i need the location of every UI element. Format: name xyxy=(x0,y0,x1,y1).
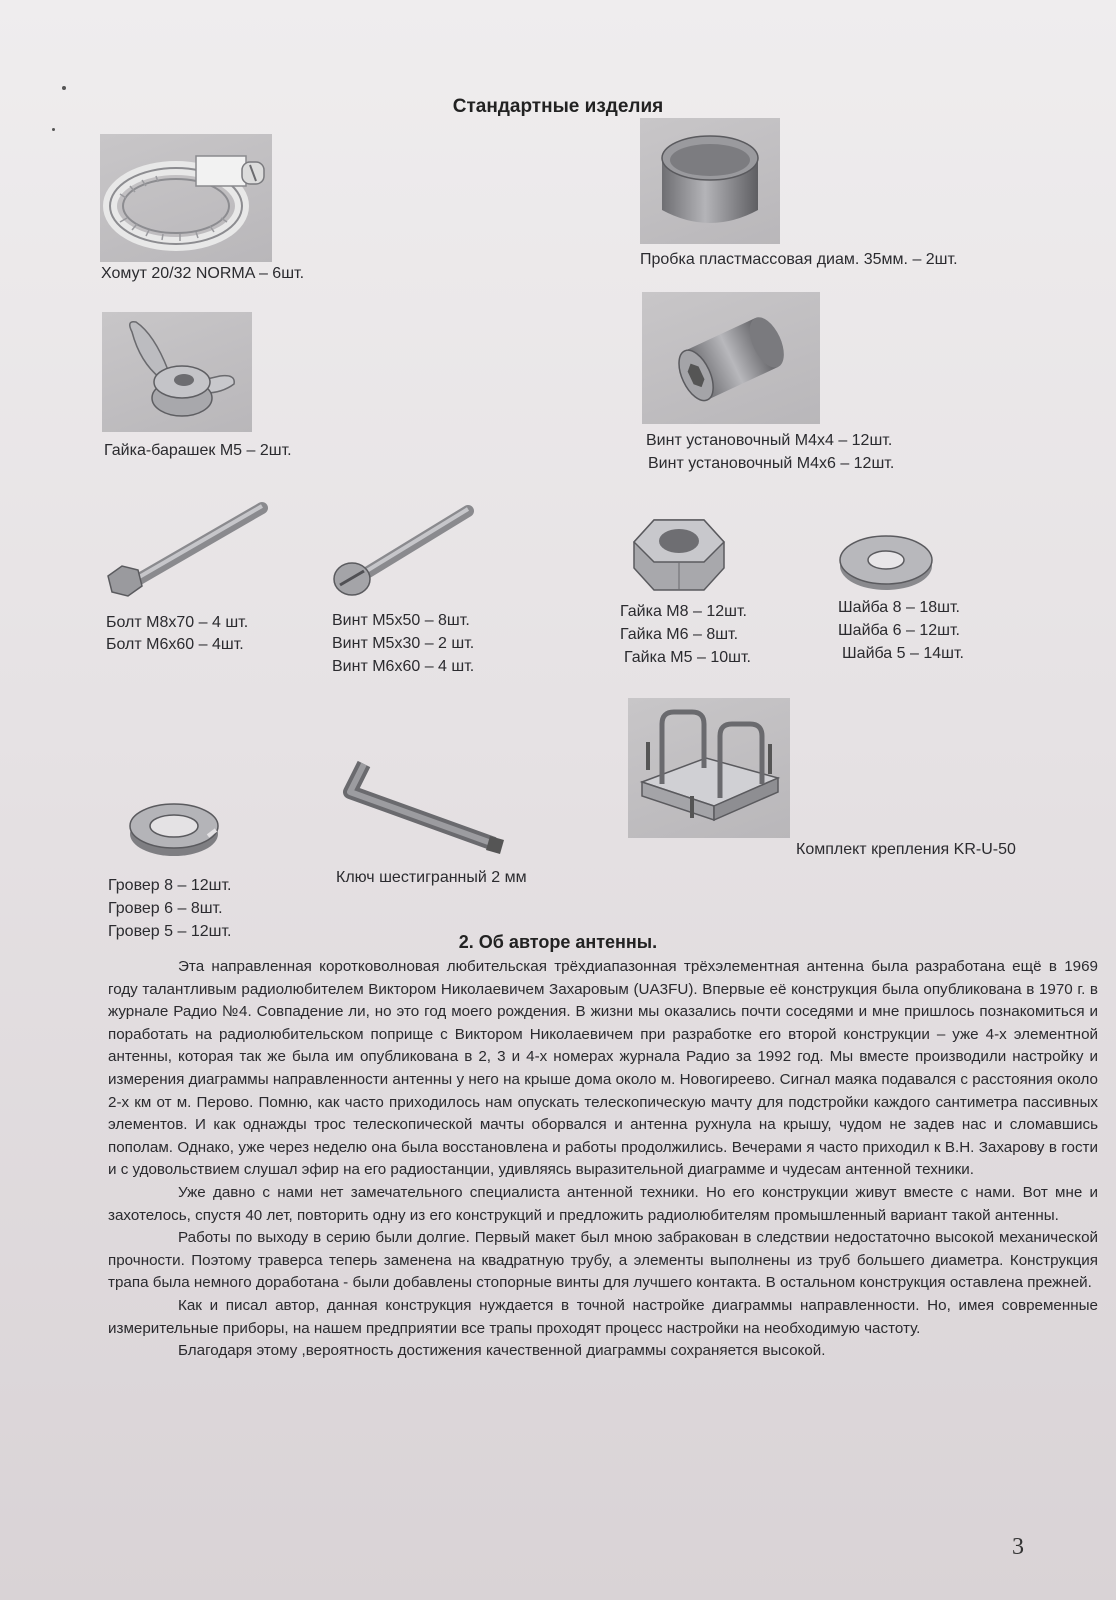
hose-clamp-image xyxy=(100,134,272,262)
washer-image xyxy=(836,528,936,594)
bolt-image xyxy=(100,500,275,610)
paragraph: Работы по выходу в серию были долгие. Первый макет был мною забракован в следствии недостаточно высокой механической прочности. Поэтому траверса теперь заменена на квадратную трубу, а элементы выполнены из труб большего диаметра. Конструкция трапа была немного доработана - были добавлены стопорные винты для лучшего контакта. В остальном конструкция оставлена прежней. xyxy=(108,1229,1098,1292)
set-screw-image xyxy=(642,292,820,424)
wing-nut-image xyxy=(102,312,252,432)
grover-caption-1: Гровер 8 – 12шт. xyxy=(108,877,232,894)
paper-speck xyxy=(52,128,55,131)
grover-caption-3: Гровер 5 – 12шт. xyxy=(108,923,232,940)
clamp-caption: Хомут 20/32 NORMA – 6шт. xyxy=(101,265,305,282)
setscrew-caption-1: Винт установочный М4х4 – 12шт. xyxy=(646,432,893,449)
paper-speck xyxy=(62,86,66,90)
washer-caption-1: Шайба 8 – 18шт. xyxy=(838,599,960,616)
author-section-text xyxy=(108,956,1098,1363)
bolt-caption-2: Болт М6х60 – 4шт. xyxy=(106,636,244,653)
grover-caption-2: Гровер 6 – 8шт. xyxy=(108,900,223,917)
bolt-caption-1: Болт М8х70 – 4 шт. xyxy=(106,614,249,631)
washer-caption-2: Шайба 6 – 12шт. xyxy=(838,622,960,639)
screw-caption-2: Винт М5х30 – 2 шт. xyxy=(332,635,475,652)
paragraph: Эта направленная коротковолновая любительская трёхдиапазонная трёхэлементная антенна была разработана ещё в 1969 году талантливым радиолюбителем Виктором Николаевичем Захаровым (UA3FU). Впервые её конструкция была опубликована в 1970 г. в журнале Радио №4. Совпадение ли, но это год моего рождения. В жизни мы оказались почти соседями и мне пришлось познакомиться и поработать на радиолюбительском поприще с Виктором Николаевичем при разработке его второй конструкции – уже 4-х элементной антенны, которая так же была им опубликована в 2, 3 и 4-х номерах журнала Радио за 1992 год. Мы вместе производили настройку и измерения диаграммы направленности антенны у него на крыше дома около м. Новогиреево. Сигнал маяка подавался с расстояния около 2-х км от м. Перово. Помню, как часто приходилось нам опускать телескопическую мачту для подстройки каждого сантиметра пассивных элементов. И как однажды трос телескопической мачты оборвался и антенна рухнула на крышу, чудом не задев нас и сломавшись пополам. Однако, уже через неделю она была восстановлена и работы продолжились. Вечерами я часто приходил к В.Н. Захарову в гости и с удовольствием слушал эфир на его радиостанции, удивляясь выразительной диаграмме и чудесам антенной техники. xyxy=(108,958,1098,1179)
plug-caption: Пробка пластмассовая диам. 35мм. – 2шт. xyxy=(640,251,958,268)
hex-key-image xyxy=(338,758,514,862)
nut-caption-1: Гайка М8 – 12шт. xyxy=(620,603,747,620)
hexkey-caption: Ключ шестигранный 2 мм xyxy=(336,869,527,886)
paragraph: Уже давно с нами нет замечательного специалиста антенной техники. Но его конструкции живут вместе с нами. Вот мне и захотелось, спустя 40 лет, повторить одну из его конструкций и предложить радиолюбителям промышленный вариант такой антенны. xyxy=(108,1183,1098,1224)
paragraph: Благодаря этому ,вероятность достижения качественной диаграммы сохраняется высокой. xyxy=(178,1342,826,1360)
section-title: 2. Об авторе антенны. xyxy=(458,932,658,952)
plastic-plug-image xyxy=(640,118,780,244)
screw-caption-3: Винт М6х60 – 4 шт. xyxy=(332,658,475,675)
wingnut-caption: Гайка-барашек М5 – 2шт. xyxy=(104,442,292,459)
mounting-bracket-image xyxy=(628,698,790,838)
setscrew-caption-2: Винт установочный М4х6 – 12шт. xyxy=(648,455,895,472)
nut-caption-3: Гайка М5 – 10шт. xyxy=(624,649,751,666)
screw-image xyxy=(330,505,480,605)
nut-caption-2: Гайка М6 – 8шт. xyxy=(620,626,739,643)
spring-washer-image xyxy=(124,796,224,860)
paragraph: Как и писал автор, данная конструкция нуждается в точной настройке диаграммы направленности. Но, имея современные измерительные приборы, на нашем предприятии все трапы проходят процесс настройки на необходимую частоту. xyxy=(108,1296,1098,1337)
page-number: 3 xyxy=(1012,1534,1024,1560)
page-title: Стандартные изделия xyxy=(452,96,664,117)
screw-caption-1: Винт М5х50 – 8шт. xyxy=(332,612,470,629)
hex-nut-image xyxy=(624,512,734,598)
bracket-caption: Комплект крепления KR-U-50 xyxy=(796,841,1016,858)
washer-caption-3: Шайба 5 – 14шт. xyxy=(842,645,964,662)
